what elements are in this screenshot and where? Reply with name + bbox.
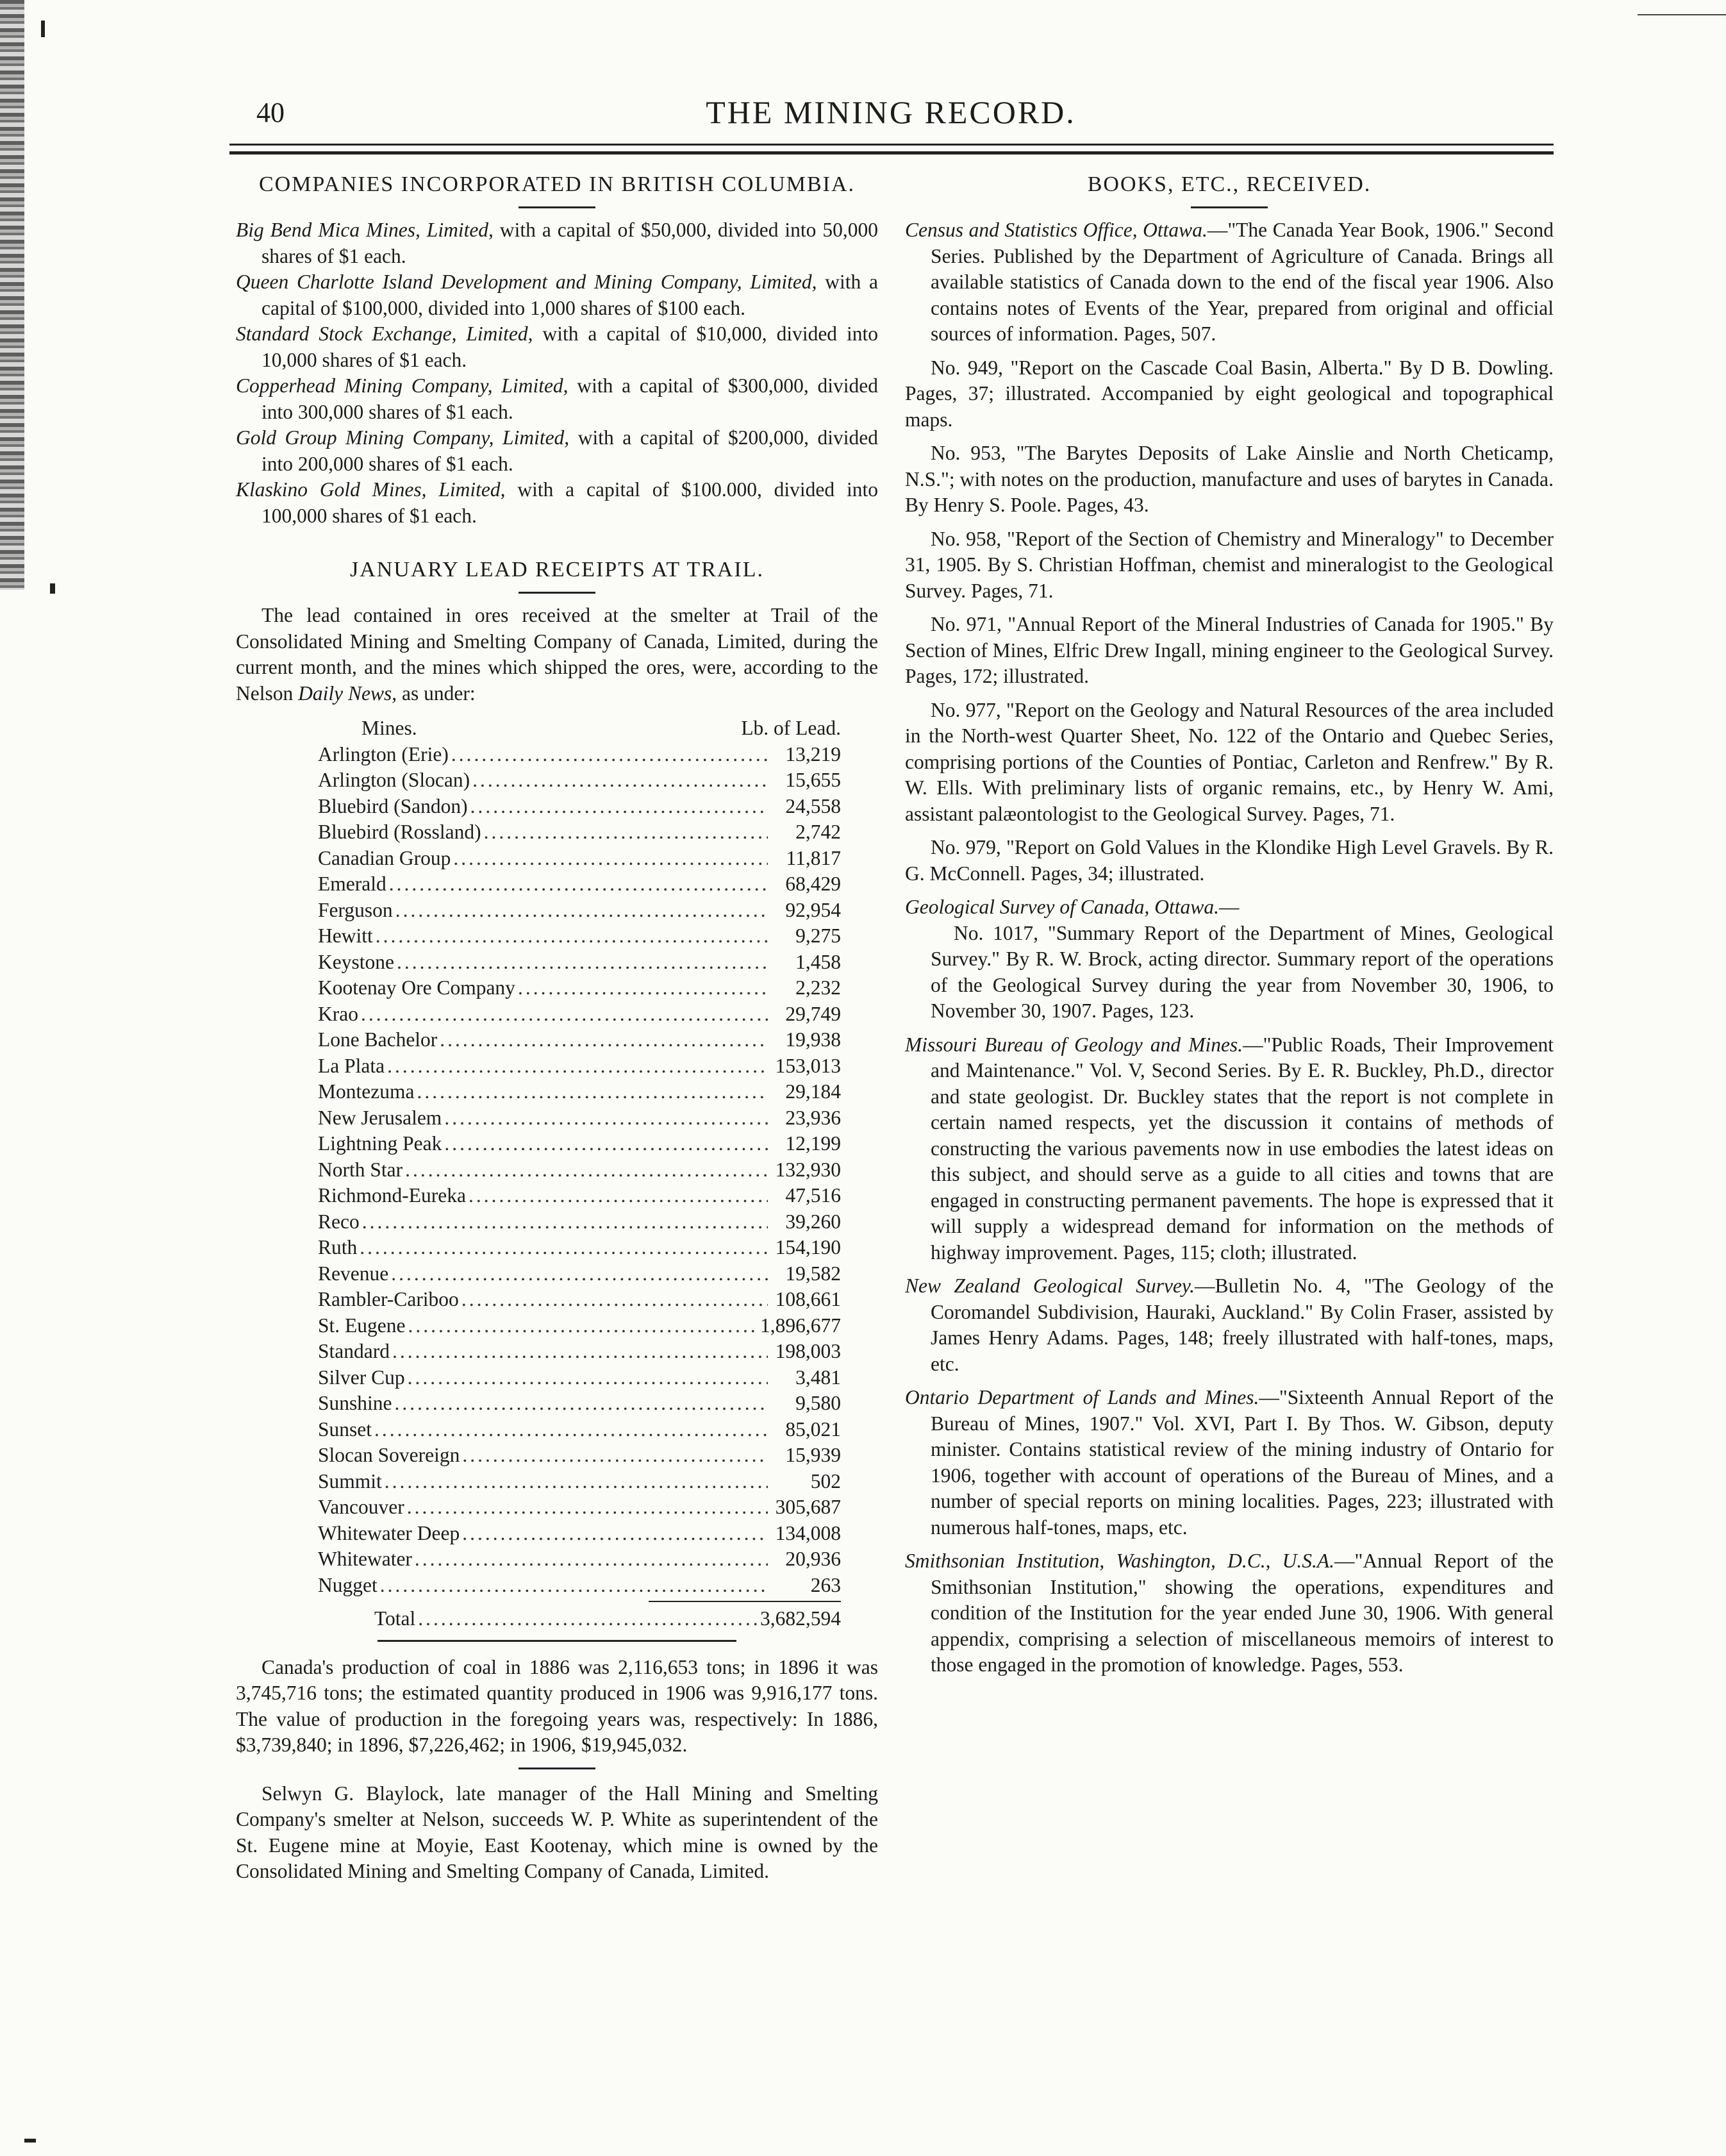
lead-value: 263 xyxy=(810,1573,841,1596)
companies-list xyxy=(236,217,878,529)
mine-name: Bluebird (Rossland) xyxy=(318,821,481,843)
book-entry-missouri: Missouri Bureau of Geology and Mines.—"Public Roads, Their Improvement and Maintenance." Vol. V, Second Series. By E. R. Buckley, Ph.D., director and state geologist. Dr. Buckley states that the report is not complete in certain named respects, yet the discussion it contains of methods of constructing the various pavements now in use embodies the latest ideas on this subject, and should serve as a guide to all cities and towns that are engaged in constructing permanent pavements. The hope is expressed that it will supply a widespread demand for information on the methods of highway improvement. Pages, 115; cloth; illustrated. xyxy=(905,1033,1554,1264)
lead-value: 47,516 xyxy=(785,1184,841,1207)
lead-value: 3,481 xyxy=(795,1366,841,1389)
lead-value: 13,219 xyxy=(785,742,841,765)
col-lead: Lb. of Lead. xyxy=(741,717,841,739)
lead-value: 305,687 xyxy=(775,1496,841,1518)
section-rule xyxy=(1191,206,1268,208)
total-value: 3,682,594 xyxy=(760,1607,841,1630)
mine-name: Montezuma xyxy=(318,1080,415,1103)
lead-value: 11,817 xyxy=(786,846,841,869)
lead-value: 134,008 xyxy=(775,1521,841,1544)
lead-row xyxy=(236,1573,878,1599)
mine-name: New Jerusalem xyxy=(318,1106,442,1129)
company-entry: Queen Charlotte Island Development and Mining Company, Limited, with a capital of $100,000, divided into 1,000 shares of $100 each. xyxy=(236,271,879,319)
publisher-name: New Zealand Geological Survey. xyxy=(905,1274,1195,1297)
mine-name: Reco xyxy=(318,1210,360,1233)
lead-total-row xyxy=(236,1606,878,1632)
company-entry: Big Bend Mica Mines, Limited, with a capital of $50,000, divided into 50,000 shares of $1 each. xyxy=(236,219,878,267)
company-entry: Klaskino Gold Mines, Limited, with a capital of $100.000, divided into 100,000 shares of $1 each. xyxy=(236,478,878,527)
lead-value: 9,275 xyxy=(795,924,841,947)
page-number: 40 xyxy=(256,97,285,128)
publisher-name: Smithsonian Institution, Washington, D.C., U.S.A. xyxy=(905,1550,1334,1572)
lead-value: 2,742 xyxy=(795,821,841,843)
lead-row xyxy=(236,1105,878,1132)
lead-value: 19,582 xyxy=(785,1262,841,1285)
mine-name: Ferguson xyxy=(318,898,393,921)
company-entry: Gold Group Mining Company, Limited, with a capital of $200,000, divided into 200,000 shares of $1 each. xyxy=(236,426,878,475)
company-name: Klaskino Gold Mines, Limited, xyxy=(236,478,506,501)
header-rule-thick xyxy=(229,151,1554,155)
mine-name: Vancouver xyxy=(318,1496,404,1518)
lead-value: 23,936 xyxy=(785,1106,841,1129)
lead-row xyxy=(236,1079,878,1105)
mine-name: Krao xyxy=(318,1002,358,1025)
mine-name: Silver Cup xyxy=(318,1366,405,1389)
lead-row xyxy=(236,871,878,898)
mine-name: Lone Bachelor xyxy=(318,1028,438,1051)
mine-name: Rambler-Cariboo xyxy=(318,1288,459,1310)
book-item: No. 977, "Report on the Geology and Natural Resources of the area included in the North-west Quarter Sheet, No. 122 of the Ontario and Quebec Series, comprising portions of the Counties of Pontiac, Carleton and Renfrew." By R. W. Ells. With preliminary lists of organic remains, etc., by Henry W. Ami, assistant palæontologist to the Geological Survey. Pages, 71. xyxy=(905,698,1554,825)
companies-heading: COMPANIES INCORPORATED IN BRITISH COLUMBIA. xyxy=(258,172,856,196)
scan-speck xyxy=(24,2139,36,2143)
lead-value: 502 xyxy=(810,1469,841,1492)
lead-value: 29,749 xyxy=(785,1002,841,1025)
lead-row xyxy=(236,1469,878,1495)
lead-row xyxy=(236,923,878,949)
coal-paragraph: Canada's production of coal in 1886 was 2,116,653 tons; in 1896 it was 3,745,716 tons; the estimated quantity produced in 1906 was 9,916,177 tons. The value of production in the foregoing years was, respectively: In 1886, $3,739,840; in 1896, $7,226,462; in 1906, $19,945,032. xyxy=(236,1655,878,1756)
lead-row xyxy=(236,1287,878,1313)
lead-row xyxy=(236,1027,878,1053)
lead-row xyxy=(236,949,878,976)
lead-value: 9,580 xyxy=(795,1392,841,1414)
lead-row xyxy=(236,1521,878,1547)
mine-name: Standard xyxy=(318,1340,390,1362)
lead-value: 153,013 xyxy=(775,1054,841,1077)
mine-name: Slocan Sovereign xyxy=(318,1444,460,1466)
lead-row xyxy=(236,1494,878,1521)
company-name: Standard Stock Exchange, Limited, xyxy=(236,322,533,345)
mine-name: Sunshine xyxy=(318,1392,392,1414)
mine-name: Arlington (Slocan) xyxy=(318,769,470,791)
lead-row xyxy=(236,1339,878,1365)
lead-row xyxy=(236,1313,878,1339)
lead-heading: JANUARY LEAD RECEIPTS AT TRAIL. xyxy=(349,558,765,581)
book-entry-census: Census and Statistics Office, Ottawa.—"The Canada Year Book, 1906." Second Series. Published by the Department of Agriculture of Canada. Brings all available statistics of Canada down to the end of the fiscal year 1906. Also contains notes of Events of the Year, prepared from original and official sources of information. Pages, 507. xyxy=(905,219,1554,345)
mine-name: Whitewater Deep xyxy=(318,1521,460,1544)
lead-row xyxy=(236,1417,878,1443)
lead-value: 39,260 xyxy=(785,1210,841,1233)
book-item: No. 953, "The Barytes Deposits of Lake Ainslie and North Cheticamp, N.S."; with notes on the production, manufacture and uses of barytes in Canada. By Henry S. Poole. Pages, 43. xyxy=(905,442,1554,516)
book-item: No. 958, "Report of the Section of Chemistry and Mineralogy" to December 31, 1905. By S. Christian Hoffman, chemist and mineralogist to the Geological Survey. Pages, 71. xyxy=(905,527,1554,602)
lead-value: 1,458 xyxy=(795,950,841,973)
lead-value: 29,184 xyxy=(785,1080,841,1103)
mine-name: Revenue xyxy=(318,1262,389,1285)
lead-row xyxy=(236,1053,878,1080)
blaylock-paragraph: Selwyn G. Blaylock, late manager of the Hall Mining and Smelting Company's smelter at Nelson, succeeds W. P. White as superintendent of the St. Eugene mine at Moyie, East Kootenay, which mine is owned by the Consolidated Mining and Smelting Company of Canada, Limited. xyxy=(236,1782,878,1882)
lead-row xyxy=(236,1261,878,1287)
mine-name: Kootenay Ore Company xyxy=(318,976,515,999)
lead-value: 132,930 xyxy=(775,1158,841,1181)
mine-name: Summit xyxy=(318,1469,382,1492)
publisher-name: Census and Statistics Office, Ottawa. xyxy=(905,219,1207,241)
lead-row xyxy=(236,819,878,846)
lead-value: 68,429 xyxy=(785,873,841,895)
publisher-name: Ontario Department of Lands and Mines. xyxy=(905,1386,1259,1408)
book-entry-gsc: Geological Survey of Canada, Ottawa.— xyxy=(905,896,1240,918)
header-rule-thin xyxy=(229,144,1554,146)
lead-row xyxy=(236,1546,878,1573)
publisher-name: Geological Survey of Canada, Ottawa. xyxy=(905,896,1219,918)
lead-row xyxy=(236,1001,878,1028)
books-heading: BOOKS, ETC., RECEIVED. xyxy=(1087,172,1372,196)
mine-name: Nugget xyxy=(318,1573,378,1596)
book-item: No. 979, "Report on Gold Values in the Klondike High Level Gravels. By R. G. McConnell. Pages, 34; illustrated. xyxy=(905,836,1554,885)
lead-row xyxy=(236,1157,878,1183)
mine-name: Canadian Group xyxy=(318,846,451,869)
book-item: No. 949, "Report on the Cascade Coal Basin, Alberta." By D B. Dowling. Pages, 37; illustrated. Accompanied by eight geological and topographical maps. xyxy=(905,356,1554,431)
book-entry-smithsonian: Smithsonian Institution, Washington, D.C., U.S.A.—"Annual Report of the Smithsonian Institution," showing the operations, expenditures and condition of the Institution for the year ended June 30, 1906. With general appendix, comprising a selection of miscellaneous memoirs of interest to those engaged in the promotion of knowledge. Pages, 553. xyxy=(905,1550,1554,1676)
lead-row xyxy=(236,742,878,768)
lead-row xyxy=(236,1365,878,1391)
lead-row xyxy=(236,975,878,1001)
lead-table xyxy=(236,715,878,1632)
lead-value: 198,003 xyxy=(775,1340,841,1362)
mine-name: La Plata xyxy=(318,1054,385,1077)
lead-row xyxy=(236,1131,878,1157)
lead-value: 24,558 xyxy=(785,794,841,817)
company-name: Copperhead Mining Company, Limited, xyxy=(236,374,568,397)
mine-name: Sunset xyxy=(318,1417,372,1441)
company-name: Queen Charlotte Island Development and Mining Company, Limited, xyxy=(236,271,817,293)
left-column xyxy=(236,172,878,1894)
lead-value: 1,896,677 xyxy=(760,1314,841,1337)
mine-name: North Star xyxy=(318,1158,403,1181)
scan-edge-artifact xyxy=(0,0,24,590)
company-name: Big Bend Mica Mines, Limited, xyxy=(236,219,494,241)
lead-row xyxy=(236,794,878,820)
section-rule xyxy=(378,1640,736,1642)
section-rule xyxy=(519,592,595,594)
mine-name: Richmond-Eureka xyxy=(318,1184,466,1207)
right-column xyxy=(905,172,1554,1686)
lead-table-header xyxy=(236,715,878,742)
lead-value: 108,661 xyxy=(775,1288,841,1310)
mine-name: Emerald xyxy=(318,873,386,895)
total-label: Total xyxy=(374,1607,416,1630)
lead-row xyxy=(236,1391,878,1417)
book-entry-ontario: Ontario Department of Lands and Mines.—"Sixteenth Annual Report of the Bureau of Mines, 1907." Vol. XVI, Part I. By Thos. W. Gibson, deputy minister. Contains statistical review of the mining industry of Ontario for 1906, together with account of operations of the Bureau of Mines, and a number of special reports on mining localities. Pages, 223; illustrated with numerous half-tones, maps, etc. xyxy=(905,1386,1554,1539)
lead-row xyxy=(236,1209,878,1235)
lead-value: 20,936 xyxy=(785,1548,841,1570)
total-rule xyxy=(649,1601,841,1602)
lead-row xyxy=(236,1183,878,1209)
mine-name: Lightning Peak xyxy=(318,1132,442,1155)
publisher-name: Missouri Bureau of Geology and Mines. xyxy=(905,1033,1243,1056)
lead-value: 154,190 xyxy=(775,1236,841,1258)
lead-row xyxy=(236,1442,878,1469)
lead-value: 12,199 xyxy=(785,1132,841,1155)
lead-row xyxy=(236,846,878,872)
scan-top-rule xyxy=(1638,14,1726,15)
company-entry: Standard Stock Exchange, Limited, with a capital of $10,000, divided into 10,000 shares of $1 each. xyxy=(236,322,878,371)
lead-row xyxy=(236,767,878,794)
section-rule xyxy=(519,1767,595,1769)
book-item: No. 971, "Annual Report of the Mineral Industries of Canada for 1905." By Section of Mines, Elfric Drew Ingall, mining engineer to the Geological Survey. Pages, 172; illustrated. xyxy=(905,613,1554,687)
mine-name: Ruth xyxy=(318,1236,358,1258)
col-mines: Mines. xyxy=(361,717,417,739)
journal-title: THE MINING RECORD. xyxy=(706,94,1076,130)
lead-table-body xyxy=(236,742,878,1599)
page-header xyxy=(231,96,1551,141)
book-entry-new-zealand: New Zealand Geological Survey.—Bulletin No. 4, "The Geology of the Coromandel Subdivision, Hauraki, Auckland." By Colin Fraser, assisted by James Henry Adams. Pages, 148; freely illustrated with half-tones, maps, etc. xyxy=(905,1274,1554,1375)
lead-value: 85,021 xyxy=(785,1417,841,1441)
lead-value: 92,954 xyxy=(785,898,841,921)
company-name: Gold Group Mining Company, Limited, xyxy=(236,426,570,449)
mine-name: Keystone xyxy=(318,950,394,973)
section-rule xyxy=(519,206,595,208)
scan-speck xyxy=(41,21,45,37)
lead-row xyxy=(236,898,878,924)
lead-value: 15,655 xyxy=(785,769,841,791)
mine-name: Hewitt xyxy=(318,924,373,947)
lead-value: 15,939 xyxy=(785,1444,841,1466)
lead-value: 2,232 xyxy=(795,976,841,999)
mine-name: Bluebird (Sandon) xyxy=(318,794,468,817)
mine-name: St. Eugene xyxy=(318,1314,406,1337)
company-entry: Copperhead Mining Company, Limited, with a capital of $300,000, divided into 300,000 shares of $1 each. xyxy=(236,374,878,423)
lead-intro: The lead contained in ores received at the smelter at Trail of the Consolidated Mining and Smelting Company of Canada, Limited, during the current month, and the mines which shipped the ores, were, according to the Nelson Daily News, as under: xyxy=(236,604,878,705)
lead-row xyxy=(236,1235,878,1261)
mine-name: Whitewater xyxy=(318,1548,412,1570)
scan-speck xyxy=(50,583,55,594)
book-item: No. 1017, "Summary Report of the Department of Mines, Geological Survey." By R. W. Brock, acting director. Summary report of the operations of the Geological Survey during the year from November 30, 1906, to November 30, 1907. Pages, 123. xyxy=(931,921,1554,1022)
mine-name: Arlington (Erie) xyxy=(318,742,449,765)
lead-value: 19,938 xyxy=(785,1028,841,1051)
